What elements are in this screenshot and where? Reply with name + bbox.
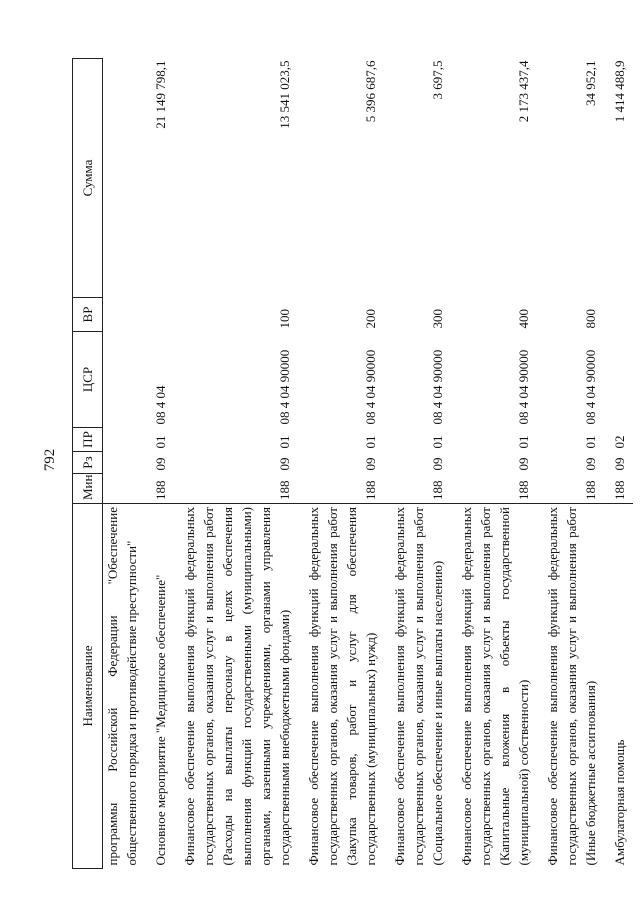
row-min: 188 bbox=[363, 480, 378, 500]
row-pr: 01 bbox=[430, 435, 445, 449]
row-rz: 09 bbox=[516, 457, 531, 471]
row-name: Финансовое обеспечение выполнения функций федеральных государственных органов, оказания услуг и выполнения работ (Социальное обеспечение и иные выплаты населению) bbox=[380, 504, 447, 869]
row-pr: 02 bbox=[612, 435, 627, 449]
header-rz: Рз bbox=[73, 452, 103, 474]
row-rz bbox=[103, 452, 142, 474]
row-name: программы Российской Федерации "Обеспечение общественного порядка и противодействие преступности" bbox=[103, 504, 142, 869]
row-pr: 01 bbox=[583, 435, 598, 449]
header-sum: Сумма bbox=[73, 59, 103, 298]
table-row bbox=[600, 59, 629, 869]
row-csr: 08 4 04 90000 bbox=[430, 349, 445, 425]
row-min: 188 bbox=[516, 480, 531, 500]
row-csr: 08 4 04 90000 bbox=[363, 349, 378, 425]
row-pr: 01 bbox=[516, 435, 531, 449]
row-rz: 09 bbox=[612, 457, 627, 471]
row-vr: 300 bbox=[430, 309, 445, 329]
row-pr: 01 bbox=[277, 435, 292, 449]
table-row bbox=[380, 59, 447, 869]
row-min: 188 bbox=[153, 480, 168, 500]
row-sum: 3 697,5 bbox=[430, 60, 445, 100]
row-vr: 400 bbox=[516, 309, 531, 329]
table-row bbox=[629, 59, 633, 869]
row-csr bbox=[600, 332, 629, 428]
row-vr bbox=[141, 298, 170, 332]
row-csr: 08 4 04 90000 bbox=[583, 349, 598, 425]
row-pr: 01 bbox=[363, 435, 378, 449]
row-vr: 100 bbox=[277, 309, 292, 329]
row-rz: 09 bbox=[153, 457, 168, 471]
row-csr: 08 4 04 bbox=[153, 385, 168, 425]
row-vr: 200 bbox=[363, 309, 378, 329]
table-header-row bbox=[73, 59, 103, 869]
row-sum: 13 541 023,5 bbox=[277, 60, 292, 129]
row-rz: 09 bbox=[363, 457, 378, 471]
row-name: Финансовое обеспечение выполнения функций федеральных государственных органов, оказания услуг и выполнения работ (Капитальные вложения в объекты государственной (муниципальной) собственности) bbox=[447, 504, 533, 869]
row-pr: 01 bbox=[153, 435, 168, 449]
header-csr: ЦСР bbox=[73, 332, 103, 428]
row-min: 188 bbox=[583, 480, 598, 500]
row-vr: 800 bbox=[583, 309, 598, 329]
row-min: 188 bbox=[430, 480, 445, 500]
row-name: Финансовое обеспечение выполнения функций федеральных государственных органов, оказания услуг и выполнения работ (Расходы на выплаты персоналу в целях обеспечения выполнения функций государственными (муниципальными) органами, казенными учреждениями, органами управления государственными внебюджетными фондами) bbox=[170, 504, 294, 869]
row-csr: 08 4 04 90000 bbox=[277, 349, 292, 425]
row-csr: 08 4 04 90000 bbox=[516, 349, 531, 425]
table-row bbox=[533, 59, 600, 869]
rotated-page-content bbox=[72, 59, 627, 869]
row-min: 188 bbox=[277, 480, 292, 500]
row-sum: 1 414 488,9 bbox=[612, 60, 627, 123]
row-min: 188 bbox=[612, 480, 627, 500]
row-vr bbox=[103, 298, 142, 332]
row-min bbox=[103, 474, 142, 504]
header-min: Мин bbox=[73, 474, 103, 504]
page-number: 792 bbox=[42, 448, 58, 472]
row-sum bbox=[103, 59, 142, 298]
table-row bbox=[170, 59, 294, 869]
row-name: Финансовое обеспечение выполнения функций федеральных государственных органов, оказания услуг и выполнения работ (Закупка товаров, работ и услуг для обеспечения государственных (муниципальных) нужд) bbox=[294, 504, 380, 869]
row-sum: 34 952,1 bbox=[583, 60, 598, 106]
row-rz: 09 bbox=[583, 457, 598, 471]
header-pr: ПР bbox=[73, 428, 103, 452]
row-csr bbox=[103, 332, 142, 428]
row-tail bbox=[629, 504, 633, 869]
header-name: Наименование bbox=[73, 504, 103, 869]
table-row bbox=[294, 59, 380, 869]
row-sum: 5 396 687,6 bbox=[363, 60, 378, 123]
row-name: Финансовое обеспечение выполнения функций федеральных государственных органов, оказания услуг и выполнения работ (Иные бюджетные ассигнования) bbox=[533, 504, 600, 869]
table-row bbox=[447, 59, 533, 869]
row-pr bbox=[103, 428, 142, 452]
table-row bbox=[103, 59, 142, 869]
budget-table bbox=[72, 58, 633, 869]
row-name: Амбулаторная помощь bbox=[600, 504, 629, 869]
row-name: Основное мероприятие "Медицинское обеспечение" bbox=[141, 504, 170, 869]
row-sum: 2 173 437,4 bbox=[516, 60, 531, 123]
row-sum: 21 149 798,1 bbox=[153, 60, 168, 129]
row-rz: 09 bbox=[277, 457, 292, 471]
row-vr bbox=[600, 298, 629, 332]
row-rz: 09 bbox=[430, 457, 445, 471]
header-vr: ВР bbox=[73, 298, 103, 332]
table-row bbox=[141, 59, 170, 869]
